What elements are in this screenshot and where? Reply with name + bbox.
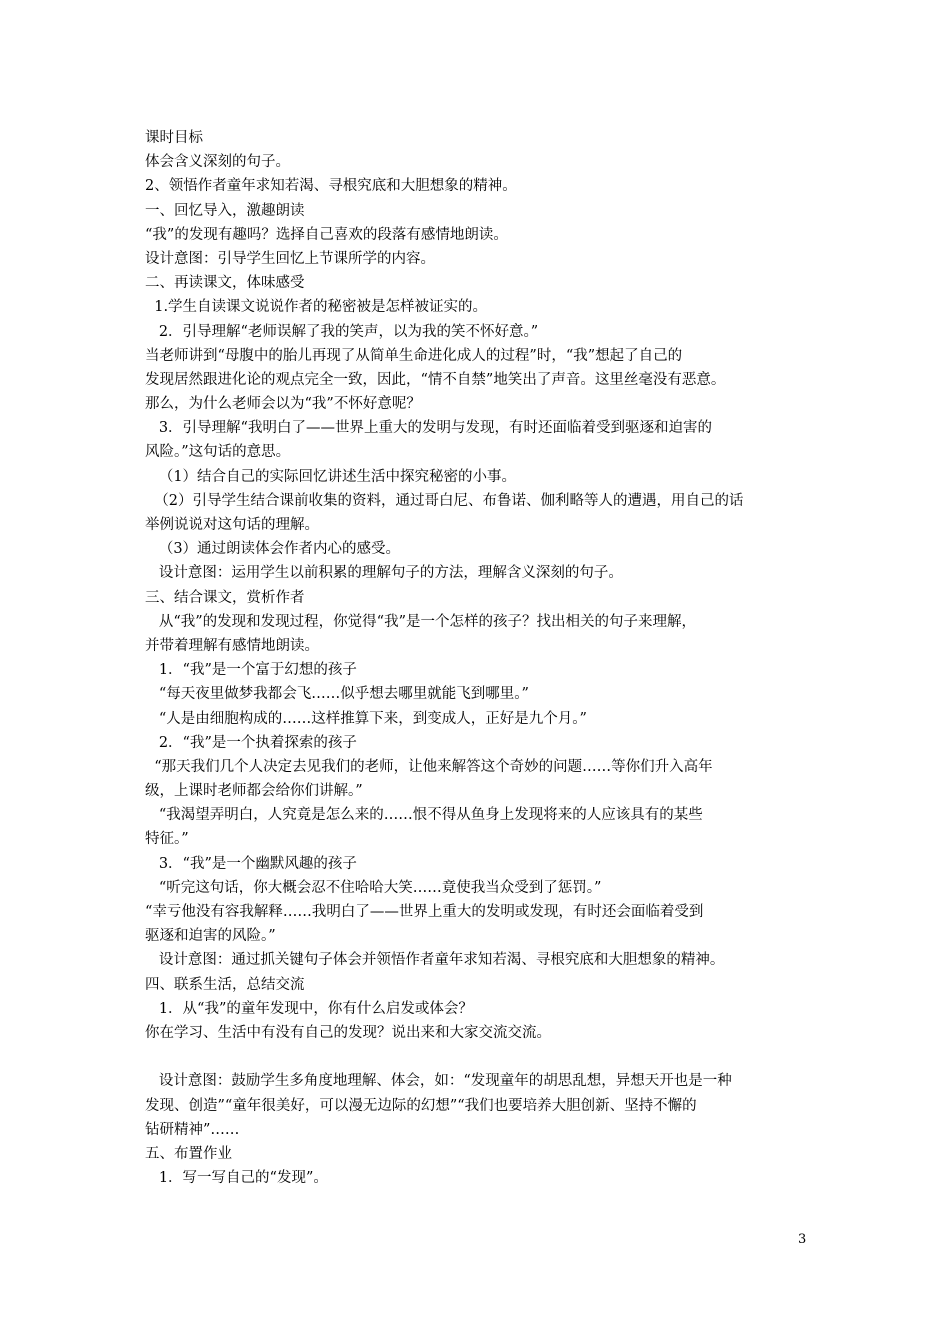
text-line: 四、联系生活，总结交流 — [145, 976, 305, 993]
text-line: （3）通过朗读体会作者内心的感受。 — [145, 541, 401, 558]
text-line: 3．引导理解“我明白了——世界上重大的发明与发现，有时还面临着受到驱逐和迫害的 — [145, 420, 712, 437]
text-line: 二、再读课文，体味感受 — [145, 275, 305, 292]
text-line: 设计意图：通过抓关键句子体会并领悟作者童年求知若渴、寻根究底和大胆想象的精神。 — [145, 952, 725, 969]
text-line: 五、布置作业 — [145, 1145, 232, 1162]
blank-line — [145, 1045, 813, 1069]
text-line: 特征。” — [145, 831, 189, 848]
text-line: 三、结合课文，赏析作者 — [145, 589, 305, 606]
text-line: （2）引导学生结合课前收集的资料，通过哥白尼、布鲁诺、伽利略等人的遭遇，用自己的话 — [145, 492, 744, 509]
text-line: 1．从“我”的童年发现中，你有什么启发或体会？ — [145, 1000, 473, 1017]
text-line: “听完这句话，你大概会忍不住哈哈大笑……竟使我当众受到了惩罚。” — [145, 879, 602, 896]
text-line: 一、回忆导入，激趣朗读 — [145, 202, 305, 219]
text-line: 1.学生自读课文说说作者的秘密被是怎样被证实的。 — [145, 299, 488, 316]
text-line: 并带着理解有感情地朗读。 — [145, 637, 319, 654]
text-line: “每天夜里做梦我都会飞……似乎想去哪里就能飞到哪里。” — [145, 686, 529, 703]
page-number: 3 — [798, 1232, 807, 1247]
text-line: “那天我们几个人决定去见我们的老师，让他来解答这个奇妙的问题……等你们升入高年 — [145, 758, 713, 775]
text-line: 设计意图：鼓励学生多角度地理解、体会，如：“发现童年的胡思乱想，异想天开也是一种 — [145, 1073, 732, 1090]
text-line: 当老师讲到“母腹中的胎儿再现了从简单生命进化成人的过程”时，“我”想起了自己的 — [145, 347, 683, 364]
text-line: 1．写一写自己的“发现”。 — [145, 1170, 328, 1187]
text-line: 3．“我”是一个幽默风趣的孩子 — [145, 855, 357, 872]
text-line: “人是由细胞构成的……这样推算下来，到变成人，正好是九个月。” — [145, 710, 587, 727]
text-line: 发现居然跟进化论的观点完全一致，因此，“情不自禁”地笑出了声音。这里丝毫没有恶意。 — [145, 371, 726, 388]
text-line: 你在学习、生活中有没有自己的发现？说出来和大家交流交流。 — [145, 1024, 551, 1041]
text-line: 课时目标 — [145, 130, 203, 146]
text-line: （1）结合自己的实际回忆讲述生活中探究秘密的小事。 — [145, 468, 517, 485]
text-line: 级，上课时老师都会给你们讲解。” — [145, 783, 363, 800]
text-line: 1．“我”是一个富于幻想的孩子 — [145, 662, 357, 679]
text-line: 2．引导理解“老师误解了我的笑声，以为我的笑不怀好意。” — [145, 323, 539, 340]
text-line: 举例说说对这句话的理解。 — [145, 517, 319, 533]
text-line: 设计意图：引导学生回忆上节课所学的内容。 — [145, 250, 435, 267]
text-line: 从“我”的发现和发现过程，你觉得“我”是一个怎样的孩子？找出相关的句子来理解， — [145, 613, 696, 630]
text-line: 发现、创造”“童年很美好，可以漫无边际的幻想”“我们也要培养大胆创新、坚持不懈的 — [145, 1097, 697, 1114]
text-line: 体会含义深刻的句子。 — [145, 154, 290, 171]
text-line: 设计意图：运用学生以前积累的理解句子的方法，理解含义深刻的句子。 — [145, 565, 623, 582]
text-line: 2、领悟作者童年求知若渴、寻根究底和大胆想象的精神。 — [145, 178, 517, 195]
text-line: “我渴望弄明白，人究竟是怎么来的……恨不得从鱼身上发现将来的人应该具有的某些 — [145, 807, 703, 824]
text-line: “我”的发现有趣吗？选择自己喜欢的段落有感情地朗读。 — [145, 226, 508, 243]
document-body — [145, 126, 813, 1190]
text-line: 驱逐和迫害的风险。” — [145, 928, 276, 945]
text-line: “幸亏他没有容我解释……我明白了——世界上重大的发明或发现，有时还会面临着受到 — [145, 904, 704, 920]
text-line: 风险。”这句话的意思。 — [145, 444, 291, 461]
text-line: 钻研精神”…… — [145, 1121, 240, 1138]
text-line: 2．“我”是一个执着探索的孩子 — [145, 734, 357, 751]
text-line: 那么，为什么老师会以为“我”不怀好意呢？ — [145, 396, 421, 413]
